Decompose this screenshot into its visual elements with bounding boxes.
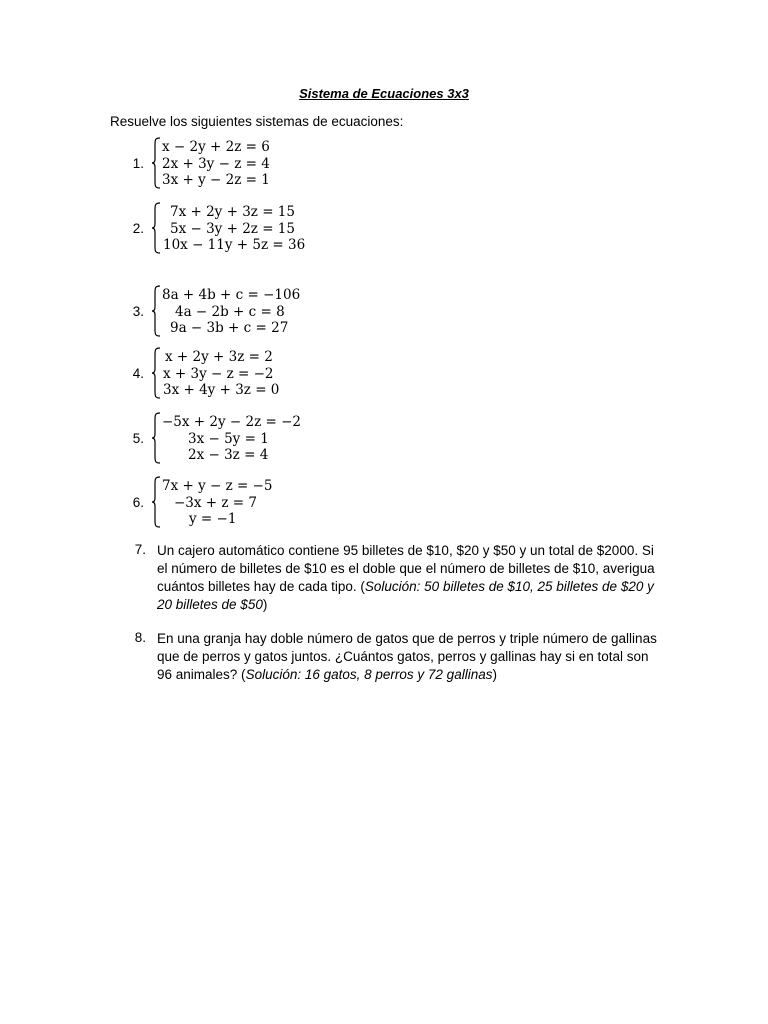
equation: −3x + z = 7 xyxy=(174,494,258,511)
left-brace-icon xyxy=(151,285,161,337)
equation-system-4 xyxy=(0,349,768,401)
equation: 8a + 4b + c = −106 xyxy=(162,287,301,303)
equation: 9a − 3b + c = 27 xyxy=(170,320,289,336)
equation: 10x − 11y + 5z = 36 xyxy=(163,237,306,253)
problem-solution: Solución: 16 gatos, 8 perros y 72 gallinas xyxy=(245,667,493,682)
system-number: 5. xyxy=(132,431,144,446)
equation: 4a − 2b + c = 8 xyxy=(175,303,285,320)
problem-number: 8. xyxy=(134,630,146,645)
equation: x − 2y + 2z = 6 xyxy=(162,139,270,155)
equation-system-2 xyxy=(0,204,768,256)
equation: y = −1 xyxy=(189,511,237,527)
problem-number: 7. xyxy=(134,542,146,557)
equation: x + 3y − z = −2 xyxy=(163,365,274,382)
problem-solution: Solución: 50 billetes de $10, 25 billetes de $20 y 20 billetes de $50 xyxy=(157,579,654,612)
left-brace-icon xyxy=(151,347,161,399)
system-number: 1. xyxy=(132,156,144,171)
equation-system-6 xyxy=(0,478,768,530)
equation-system-5 xyxy=(0,414,768,466)
equation: 3x − 5y = 1 xyxy=(188,430,269,447)
system-number: 2. xyxy=(132,221,144,236)
problem-statement: En una granja hay doble número de gatos que de perros y triple número de gallinas que de perros y gatos juntos. ¿Cuántos gatos, perros y gallinas hay si en total son 96 animales? ( xyxy=(157,631,657,682)
equation: 3x + 4y + 3z = 0 xyxy=(163,382,280,398)
equation: 3x + y − 2z = 1 xyxy=(162,172,270,188)
system-number: 3. xyxy=(132,304,144,319)
left-brace-icon xyxy=(151,202,161,254)
instruction-text: Resuelve los siguientes sistemas de ecuaciones: xyxy=(110,114,404,129)
equation: 5x − 3y + 2z = 15 xyxy=(170,220,295,237)
equation: −5x + 2y − 2z = −2 xyxy=(162,414,302,430)
page-title: Sistema de Ecuaciones 3x3 xyxy=(299,86,469,101)
closing-paren: ) xyxy=(262,597,268,612)
equation-system-3 xyxy=(0,287,768,339)
left-brace-icon xyxy=(151,137,161,189)
left-brace-icon xyxy=(151,476,161,528)
problem-statement: Un cajero automático contiene 95 billetes de $10, $20 y $50 y un total de $2000. Si el número de billetes de $10 es el doble que el número de billetes de $10, averigua cuántos billetes hay de cada tipo. ( xyxy=(157,543,655,594)
equation: 2x − 3z = 4 xyxy=(188,447,269,463)
system-number: 6. xyxy=(132,495,144,510)
equation: 7x + y − z = −5 xyxy=(162,478,273,494)
equation: 2x + 3y − z = 4 xyxy=(162,155,270,172)
equation-system-1 xyxy=(0,139,768,191)
system-number: 4. xyxy=(132,366,144,381)
closing-paren: ) xyxy=(492,667,497,682)
left-brace-icon xyxy=(151,412,161,464)
problem-text xyxy=(157,542,662,614)
equation: x + 2y + 3z = 2 xyxy=(165,349,273,365)
problem-text xyxy=(157,630,662,684)
equation: 7x + 2y + 3z = 15 xyxy=(170,204,295,220)
